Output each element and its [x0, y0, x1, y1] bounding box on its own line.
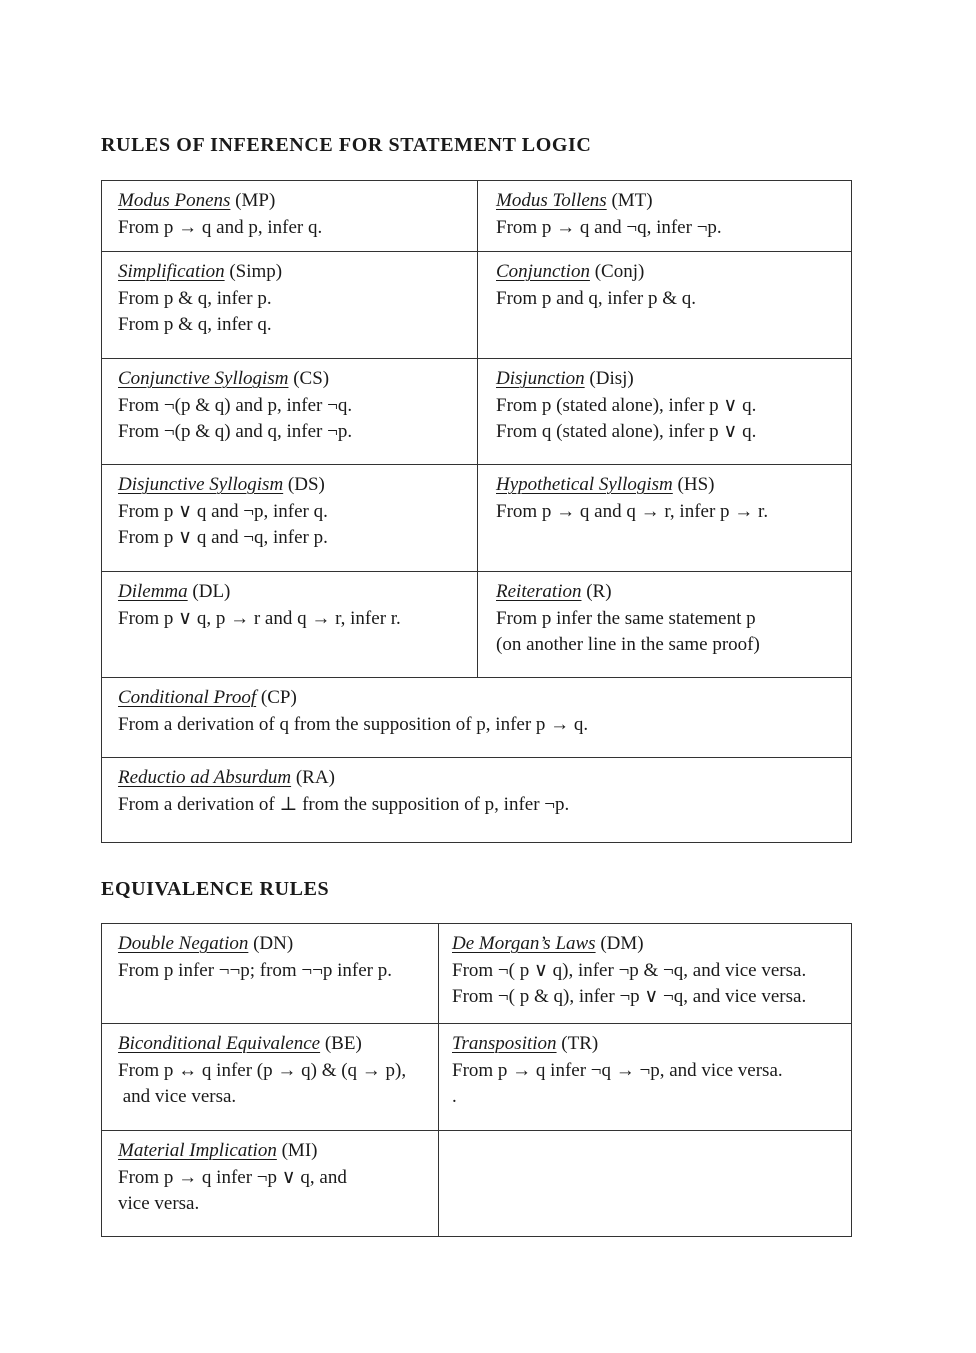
equivalence-rules-heading: EQUIVALENCE RULES — [101, 878, 330, 900]
rule-abbr: (CP) — [256, 687, 297, 708]
rule-name: Modus Ponens — [118, 190, 231, 211]
rule-line: From p ∨ q, p → r and q → r, infer r. — [118, 607, 401, 629]
rule-name: Conditional Proof — [118, 687, 257, 708]
rule-cell-de-morgans-laws — [439, 924, 852, 1023]
rule-cell-conditional-proof — [102, 678, 852, 757]
table-row — [102, 252, 852, 359]
empty-cell — [439, 1131, 852, 1236]
rule-cell-disjunction — [478, 359, 852, 464]
rule-abbr: (MP) — [230, 190, 276, 211]
rule-name: Biconditional Equivalence — [118, 1033, 321, 1054]
rule-line: From ¬(p & q) and q, infer ¬p. — [118, 421, 353, 442]
rule-name: De Morgan’s Laws — [452, 933, 596, 954]
rule-abbr: (RA) — [291, 767, 335, 788]
rule-cell-transposition — [439, 1024, 852, 1130]
equivalence-rules-table — [101, 923, 852, 1237]
rule-abbr: (DM) — [595, 933, 644, 954]
rule-line: From p ∨ q and ¬q, infer p. — [118, 527, 328, 548]
rule-abbr: (TR) — [556, 1033, 599, 1054]
inference-rules-table — [101, 180, 852, 843]
rule-abbr: (Disj) — [584, 368, 634, 389]
rule-cell-material-implication — [102, 1131, 439, 1236]
rule-line: From p (stated alone), infer p ∨ q. — [496, 394, 757, 416]
rule-line: vice versa. — [118, 1193, 200, 1214]
rule-line: From p → q and q → r, infer p → r. — [496, 500, 769, 522]
rule-line: From ¬( p ∨ q), infer ¬p & ¬q, and vice versa. — [452, 959, 807, 981]
rule-name: Reiteration — [496, 581, 582, 602]
table-row — [102, 758, 852, 843]
rule-line: (on another line in the same proof) — [496, 634, 760, 655]
rule-cell-double-negation — [102, 924, 439, 1023]
rule-cell-biconditional-equivalence — [102, 1024, 439, 1130]
table-row — [102, 1024, 852, 1131]
rule-line: From ¬(p & q) and p, infer ¬q. — [118, 394, 353, 416]
rule-abbr: (BE) — [320, 1033, 362, 1054]
rule-name: Simplification — [118, 261, 225, 282]
rule-abbr: (MT) — [606, 190, 653, 211]
rule-name: Material Implication — [118, 1140, 277, 1161]
table-row — [102, 181, 852, 252]
rule-name: Transposition — [452, 1033, 557, 1054]
rule-name: Disjunctive Syllogism — [118, 474, 284, 495]
rule-line: . — [452, 1086, 457, 1107]
rule-cell-hypothetical-syllogism — [478, 465, 852, 571]
table-row — [102, 924, 852, 1024]
rule-name: Conjunction — [496, 261, 590, 282]
inference-rules-heading: RULES OF INFERENCE FOR STATEMENT LOGIC — [101, 134, 592, 156]
table-row — [102, 465, 852, 572]
rule-line: From p → q infer ¬p ∨ q, and — [118, 1166, 347, 1188]
rule-line: From ¬( p & q), infer ¬p ∨ ¬q, and vice versa. — [452, 986, 807, 1007]
rule-line: From q (stated alone), infer p ∨ q. — [496, 421, 757, 442]
table-row — [102, 1131, 852, 1237]
rule-abbr: (MI) — [276, 1140, 318, 1161]
rule-abbr: (Simp) — [224, 261, 283, 282]
rule-abbr: (CS) — [288, 368, 330, 389]
rule-line: From p & q, infer q. — [118, 314, 272, 335]
rule-cell-reductio-ad-absurdum — [102, 758, 852, 842]
rule-abbr: (DS) — [283, 474, 325, 495]
rule-cell-conjunctive-syllogism — [102, 359, 478, 464]
rule-name: Hypothetical Syllogism — [496, 474, 673, 495]
rule-line: From p ↔ q infer (p → q) & (q → p), — [118, 1059, 407, 1081]
rule-line: From a derivation of q from the supposition of p, infer p → q. — [118, 713, 589, 735]
rule-abbr: (DN) — [248, 933, 294, 954]
rule-cell-conjunction — [478, 252, 852, 358]
rule-cell-simplification — [102, 252, 478, 358]
rule-name: Double Negation — [118, 933, 249, 954]
table-row — [102, 678, 852, 758]
rule-line: From p infer ¬¬p; from ¬¬p infer p. — [118, 959, 392, 981]
rule-cell-reiteration — [478, 572, 852, 677]
rule-abbr: (Conj) — [589, 261, 645, 282]
rule-name: Reductio ad Absurdum — [118, 767, 292, 788]
rule-line: From p & q, infer p. — [118, 287, 272, 309]
rule-cell-modus-tollens — [478, 181, 852, 251]
rule-cell-disjunctive-syllogism — [102, 465, 478, 571]
rule-line: From p → q and p, infer q. — [118, 216, 323, 238]
rule-abbr: (DL) — [187, 581, 231, 602]
rule-name: Conjunctive Syllogism — [118, 368, 289, 389]
rule-line: From p ∨ q and ¬p, infer q. — [118, 500, 328, 522]
rule-abbr: (R) — [581, 581, 612, 602]
rule-line: From p → q infer ¬q → ¬p, and vice versa. — [452, 1059, 783, 1081]
table-row — [102, 359, 852, 465]
rule-name: Dilemma — [118, 581, 188, 602]
rule-cell-dilemma — [102, 572, 478, 677]
rule-name: Disjunction — [496, 368, 585, 389]
rule-line: From p and q, infer p & q. — [496, 287, 697, 309]
rule-line: From p → q and ¬q, infer ¬p. — [496, 216, 722, 238]
rule-cell-modus-ponens — [102, 181, 478, 251]
rule-line: From a derivation of ⊥ from the supposition of p, infer ¬p. — [118, 793, 570, 815]
rule-line: From p infer the same statement p — [496, 607, 756, 629]
rule-line: and vice versa. — [118, 1086, 237, 1107]
table-row — [102, 572, 852, 678]
rule-abbr: (HS) — [672, 474, 715, 495]
rule-name: Modus Tollens — [496, 190, 607, 211]
